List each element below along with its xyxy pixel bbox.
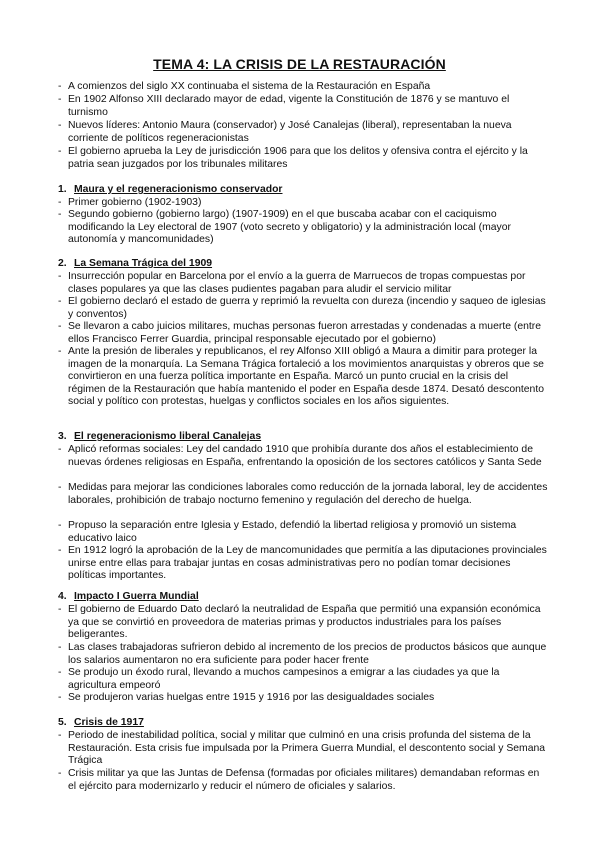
bullet-dash: - xyxy=(58,444,62,455)
intro-item: - Nuevos líderes: Antonio Maura (conservador) y José Canalejas (liberal), representaban la nueva corriente de políticos regeneracionistas xyxy=(58,120,512,144)
bullet-dash: - xyxy=(58,321,62,332)
section-4-item: - Se produjo un éxodo rural, llevando a muchos campesinos a emigrar a las ciudades ya que la agricultura empeoró xyxy=(58,667,500,691)
section-5-item: - Crisis militar ya que las Juntas de Defensa (formadas por oficiales militares) demandaban reformas en el ejército para modernizarlo y reducir el número de oficiales y salarios. xyxy=(58,768,540,792)
section-heading-4: 4. Impacto I Guerra Mundial xyxy=(58,591,199,602)
section-4-item: - Las clases trabajadoras sufrieron debido al incremento de los precios de productos básicos que aunque los salarios aumentaron no era suficiente para poder hacer frente xyxy=(58,642,547,666)
section-3-item: - Medidas para mejorar las condiciones laborales como reducción de la jornada laboral, ley de accidentes laborales, prohibición de trabajo nocturno femenino y regulación del derecho de huelga. xyxy=(58,482,548,506)
bullet-dash: - xyxy=(58,520,62,531)
section-heading-5: 5. Crisis de 1917 xyxy=(58,717,144,728)
document-title: TEMA 4: LA CRISIS DE LA RESTAURACIÓN xyxy=(153,56,446,72)
bullet-dash: - xyxy=(58,692,62,703)
section-2-item: - Ante la presión de liberales y republicanos, el rey Alfonso XIII obligó a Maura a dimitir para proteger la imagen de la monarquía. La Semana Trágica fortaleció a los movimientos anarquistas y obreros que se convirtieron en una fuerza política importante en España. Marcó un punto crucial en la crisis del régimen de la Restauración que había mantenido el poder en España desde 1874. Desató descontento social y político con protestas, huelgas y conflictos sociales en los años siguientes. xyxy=(58,346,544,408)
section-2-item: - El gobierno declaró el estado de guerra y reprimió la revuelta con dureza (incendio y saqueo de iglesias y conventos) xyxy=(58,296,546,320)
section-heading-3: 3. El regeneracionismo liberal Canalejas xyxy=(58,431,262,442)
section-1-item: - Segundo gobierno (gobierno largo) (1907-1909) en el que buscaba acabar con el caciquismo modificando la Ley electoral de 1907 (voto secreto y obligatorio) y la administración local (mayor autonomía y mancomunidades) xyxy=(58,209,511,246)
bullet-dash: - xyxy=(58,730,62,741)
bullet-dash: - xyxy=(58,768,62,779)
bullet-dash: - xyxy=(58,545,62,556)
section-3-item: - En 1912 logró la aprobación de la Ley de mancomunidades que permitía a las diputaciones provinciales unirse entre ellas para trabajar juntas en cosas administrativas pero no podían tomar decisiones políticas importantes. xyxy=(58,545,547,582)
bullet-dash: - xyxy=(58,81,62,92)
section-3-item: - Propuso la separación entre Iglesia y Estado, defendió la libertad religiosa y promovió un sistema educativo laico xyxy=(58,520,517,544)
bullet-dash: - xyxy=(58,667,62,678)
section-heading-2: 2. La Semana Trágica del 1909 xyxy=(58,258,213,269)
bullet-dash: - xyxy=(58,346,62,357)
bullet-dash: - xyxy=(58,296,62,307)
section-2-item: - Insurrección popular en Barcelona por el envío a la guerra de Marruecos de tropas compuestas por clases populares ya que las clases pudientes pagaban para aludir el servicio militar xyxy=(58,271,526,295)
section-5-item: - Periodo de inestabilidad política, social y militar que culminó en una crisis profunda del sistema de la Restauración. Esta crisis fue impulsada por la Primera Guerra Mundial, el descontento social y Semana Trágica xyxy=(58,730,546,767)
bullet-dash: - xyxy=(58,94,62,105)
intro-item: - En 1902 Alfonso XIII declarado mayor de edad, vigente la Constitución de 1876 y se mantuvo el turnismo xyxy=(58,94,510,118)
section-4-item: - Se produjeron varias huelgas entre 1915 y 1916 por las desigualdades sociales xyxy=(58,692,435,703)
bullet-dash: - xyxy=(58,209,62,220)
section-4-item: - El gobierno de Eduardo Dato declaró la neutralidad de España que permitió una expansión económica ya que se convirtió en proveedora de materias primas y productos industriales para los países beligerantes. xyxy=(58,604,541,641)
section-2-item: - Se llevaron a cabo juicios militares, muchas personas fueron arrestadas y condenadas a muerte (entre ellos Francisco Ferrer Guardia, principal responsable ejecutado por el gobierno) xyxy=(58,321,542,345)
bullet-dash: - xyxy=(58,271,62,282)
bullet-dash: - xyxy=(58,146,62,157)
intro-item: - A comienzos del siglo XX continuaba el sistema de la Restauración en España xyxy=(58,81,431,92)
bullet-dash: - xyxy=(58,197,62,208)
bullet-dash: - xyxy=(58,482,62,493)
bullet-dash: - xyxy=(58,120,62,131)
section-heading-1: 1. Maura y el regeneracionismo conservador xyxy=(58,184,283,195)
bullet-dash: - xyxy=(58,604,62,615)
bullet-dash: - xyxy=(58,642,62,653)
section-3-item: - Aplicó reformas sociales: Ley del candado 1910 que prohibía durante dos años el establecimiento de nuevas órdenes religiosas en España, enfrentando la oposición de los sectores católicos y Santa Sede xyxy=(58,444,542,468)
intro-item: - El gobierno aprueba la Ley de jurisdicción 1906 para que los delitos y ofensiva contra el ejército y la patria sean juzgados por los tribunales militares xyxy=(58,146,528,170)
section-1-item: - Primer gobierno (1902-1903) xyxy=(58,197,202,208)
